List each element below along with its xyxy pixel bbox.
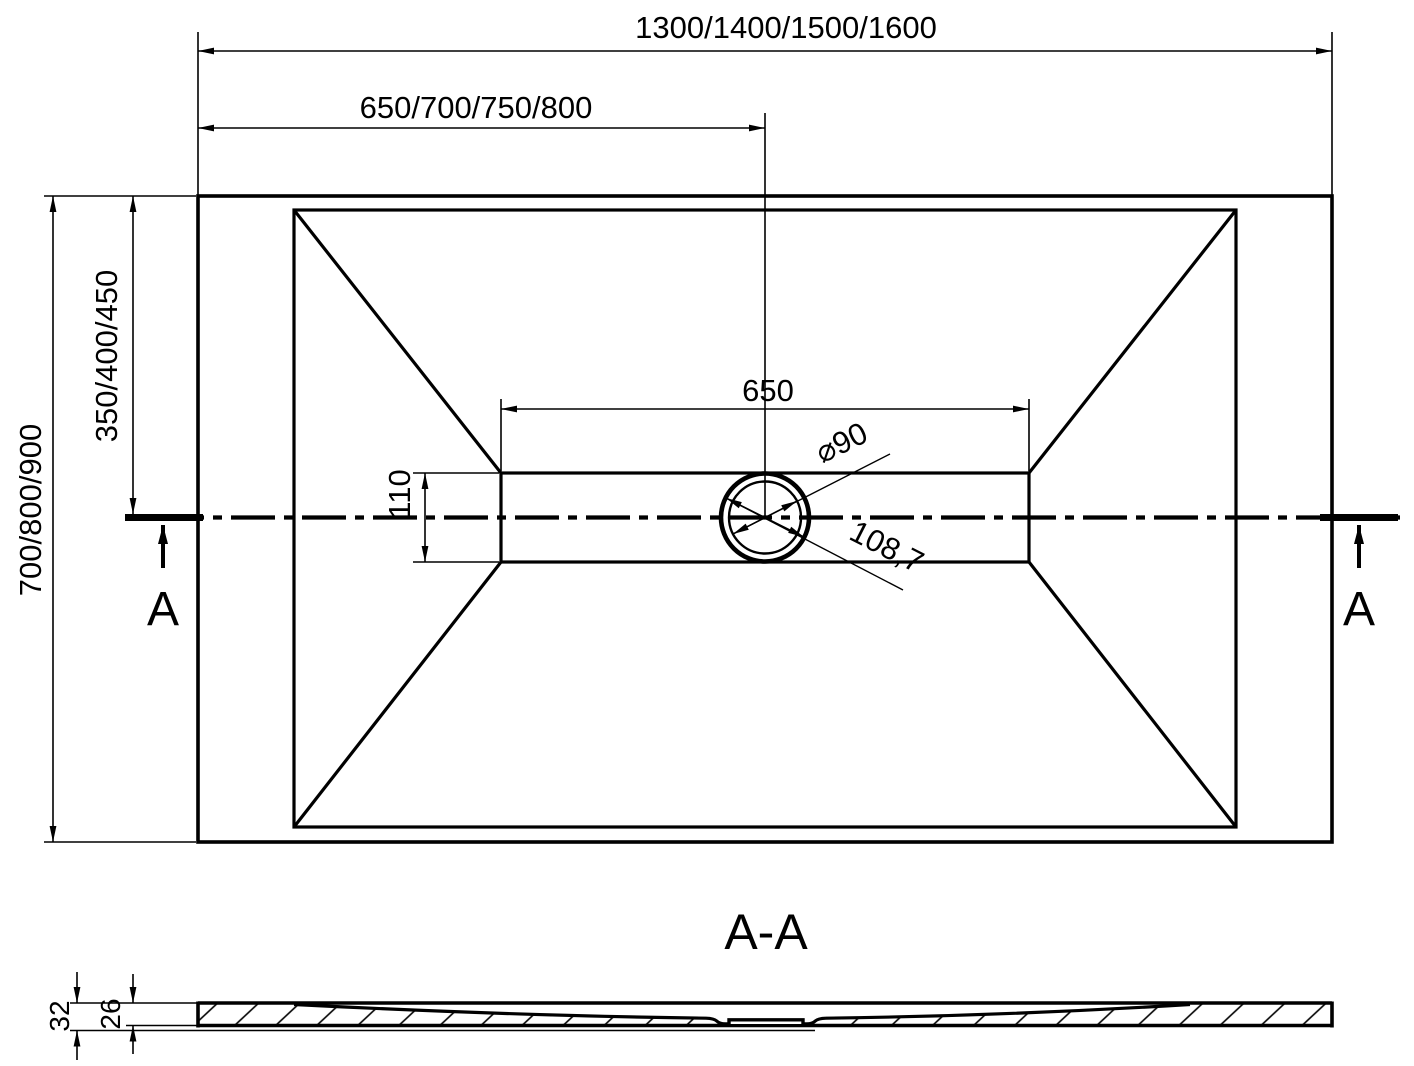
dim-text-drain-outer: 108,7 [844, 513, 930, 580]
plan-view [160, 196, 1400, 842]
dim-text-center-height: 350/400/450 [89, 269, 124, 443]
section-drain-recess [729, 1020, 803, 1024]
floor-diagonal-top-right [1029, 210, 1236, 473]
section-marker-a-left: A [146, 583, 180, 636]
dim-text-body-height: 26 [95, 998, 126, 1030]
drain-outer-arrow-se [765, 518, 804, 538]
floor-diagonal-bottom-right [1029, 562, 1236, 827]
floor-diagonal-top-left [294, 210, 501, 473]
section-cut-markers [125, 518, 1398, 637]
section-title: A-A [724, 904, 808, 960]
section-view [44, 904, 1332, 1060]
dim-text-channel-width: 110 [382, 469, 417, 519]
section-marker-a-right: A [1342, 583, 1376, 636]
floor-diagonal-bottom-left [294, 562, 501, 827]
plan-dimensions [13, 10, 1332, 842]
dim-text-center-width: 650/700/750/800 [359, 90, 593, 125]
dim-text-overall-height: 700/800/900 [13, 423, 48, 597]
dim-text-total-height: 32 [44, 1000, 75, 1032]
dim-text-channel-length: 650 [742, 373, 794, 408]
dim-text-drain-diameter: ⌀90 [809, 415, 873, 470]
dim-text-overall-width: 1300/1400/1500/1600 [635, 10, 937, 45]
